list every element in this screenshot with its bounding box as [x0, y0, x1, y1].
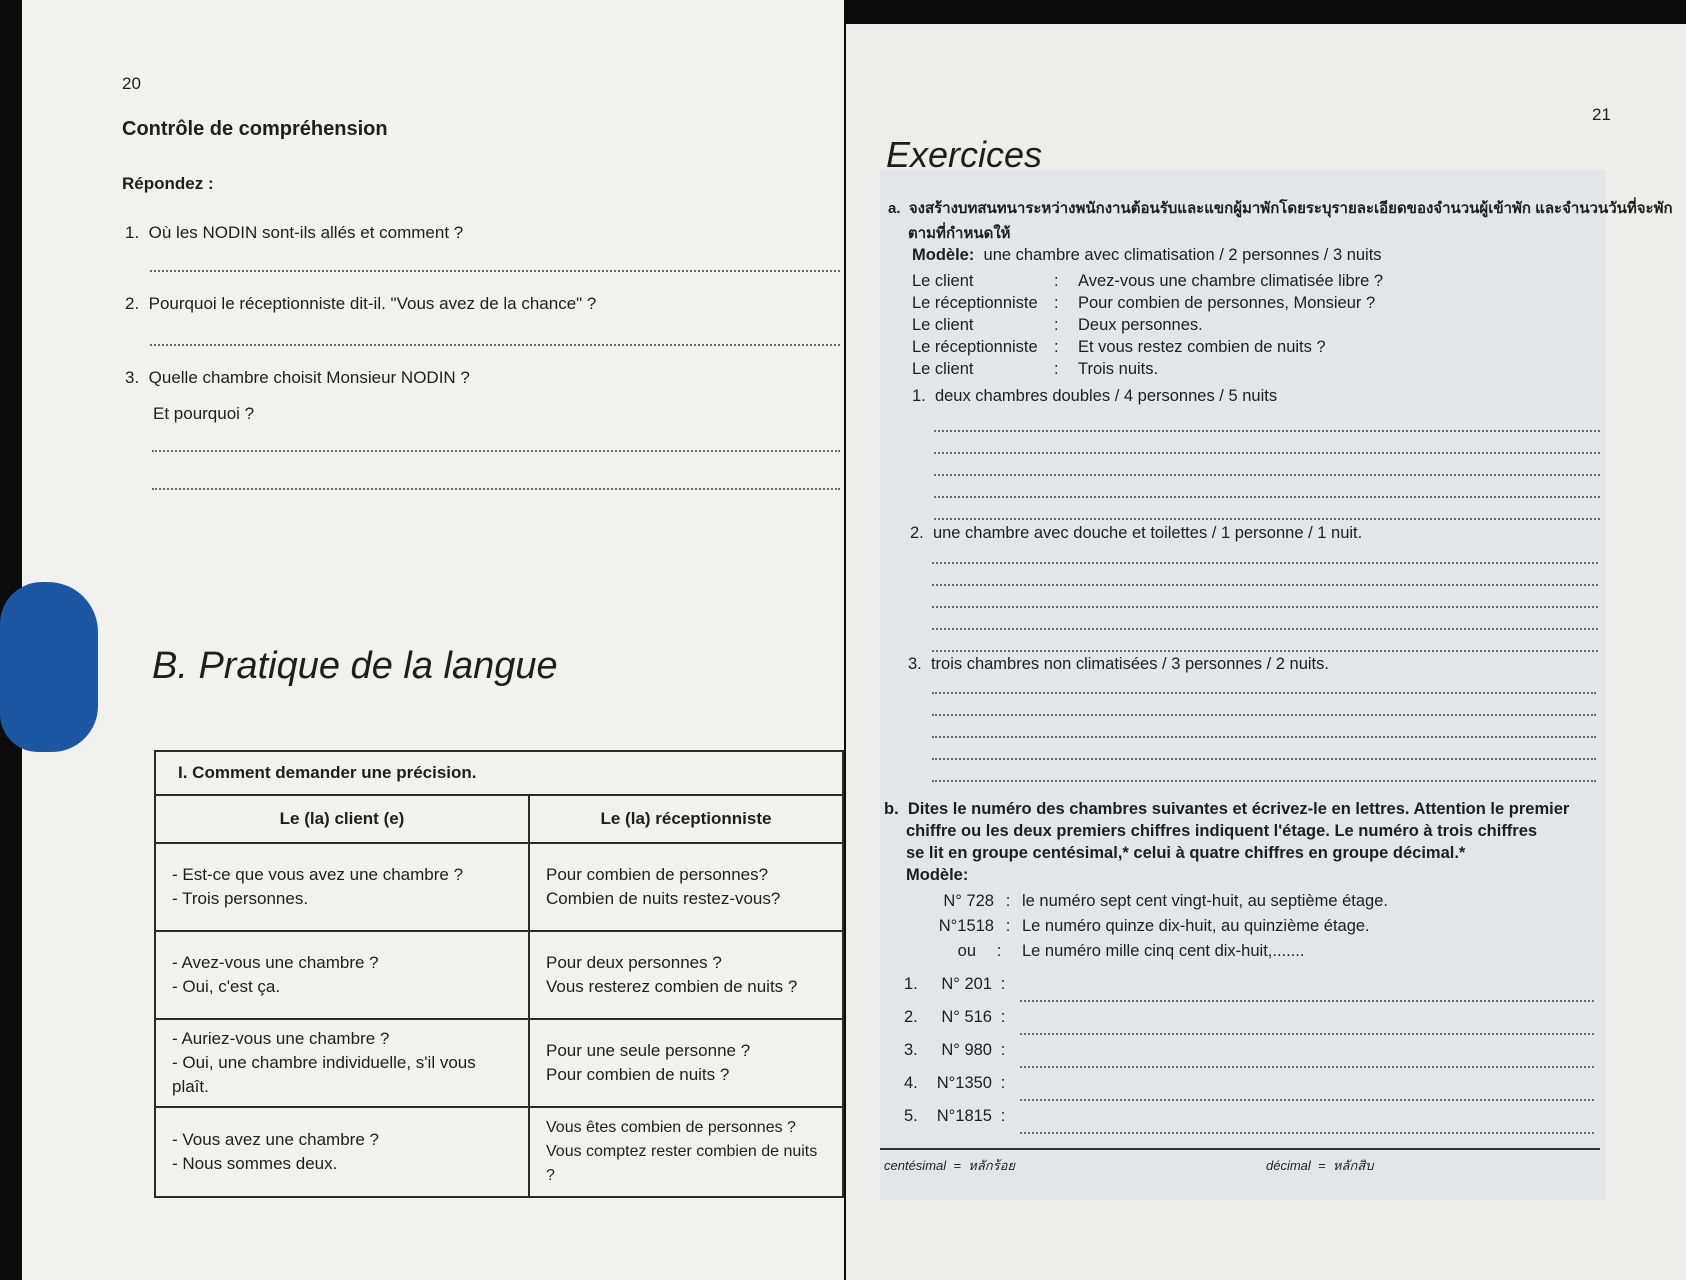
instruction-line: se lit en groupe centésimal,* celui à quatre chiffres en groupe décimal.*: [906, 844, 1466, 862]
footnote-term: centésimal: [884, 1158, 947, 1173]
client-line: - Oui, une chambre individuelle, s'il vous plaît.: [172, 1053, 476, 1096]
speaker: Le réceptionniste: [912, 338, 1038, 356]
footnote-equals: =: [1318, 1158, 1326, 1173]
table-row: [155, 843, 843, 931]
answer-line[interactable]: [932, 692, 1596, 694]
exercise-letter: a.: [888, 200, 901, 217]
client-line: - Trois personnes.: [172, 889, 309, 908]
table-row: [155, 931, 843, 1019]
bookmark-cloth: [0, 582, 98, 752]
item-number: 1.: [904, 975, 918, 993]
receptionist-line: Vous resterez combien de nuits ?: [546, 977, 798, 996]
exercises-title: Exercices: [886, 134, 1043, 175]
table-row: [155, 1107, 843, 1197]
question-number: 1.: [125, 223, 140, 242]
dialogue-line: [912, 272, 1383, 291]
colon: :: [1000, 1074, 1006, 1092]
client-cell: [155, 1019, 529, 1107]
item-number: 4.: [904, 1074, 918, 1092]
question-2: [125, 294, 596, 314]
receptionist-line: Vous êtes combien de personnes ?: [546, 1119, 796, 1136]
answer-line[interactable]: [150, 270, 840, 272]
receptionist-line: Pour combien de personnes?: [546, 865, 769, 884]
footnote-thai: หลักสิบ: [1332, 1158, 1374, 1173]
answer-line[interactable]: [932, 562, 1598, 564]
room-label: ou: [957, 942, 976, 960]
table-row: [155, 1019, 843, 1107]
instruction-thai: จงสร้างบทสนทนาระหว่างพนักงานต้อนรับและแขกผู้มาพักโดยระบุรายละเอียดของจำนวนผู้เข้าพัก และจำนวนวันที่จะพัก: [908, 200, 1673, 217]
exercise-b-instruction: [884, 798, 1602, 864]
page-number-left: 20: [122, 74, 141, 93]
answer-line[interactable]: [1020, 1132, 1594, 1134]
receptionist-cell: [529, 1107, 843, 1197]
receptionist-cell: [529, 931, 843, 1019]
answer-line[interactable]: [934, 474, 1600, 476]
room-label: N°1815: [936, 1107, 992, 1125]
colon: :: [996, 942, 1002, 960]
answer-line[interactable]: [1020, 1033, 1594, 1035]
model-text: une chambre avec climatisation / 2 personnes / 3 nuits: [983, 246, 1382, 264]
answer-line[interactable]: [932, 780, 1596, 782]
speech: Deux personnes.: [1078, 316, 1203, 334]
dialogue-line: [912, 338, 1326, 357]
room-label: N° 980: [941, 1041, 992, 1059]
receptionist-cell: [529, 843, 843, 931]
colon: :: [1054, 338, 1059, 356]
comprehension-title: Contrôle de compréhension: [122, 118, 388, 140]
exercise-a-instruction: [888, 196, 1673, 220]
speaker: Le client: [912, 316, 974, 334]
colon: :: [1000, 1041, 1006, 1059]
client-line: - Vous avez une chambre ?: [172, 1130, 379, 1149]
header-receptionist: Le (la) réceptionniste: [529, 795, 843, 843]
receptionist-line: Pour une seule personne ?: [546, 1041, 751, 1060]
room-label: N° 516: [941, 1008, 992, 1026]
footnote-decimal: [1266, 1155, 1373, 1176]
client-line: - Oui, c'est ça.: [172, 977, 281, 996]
colon: :: [1054, 360, 1059, 378]
exercise-a-item-3: [908, 655, 1329, 674]
receptionist-line: Pour combien de nuits ?: [546, 1065, 730, 1084]
colon: :: [1054, 272, 1059, 290]
answer-line[interactable]: [932, 758, 1596, 760]
left-page: [22, 0, 844, 1280]
model-example: [932, 892, 1388, 911]
example-text: Le numéro mille cinq cent dix-huit,.......: [1022, 942, 1305, 960]
colon: :: [1000, 1107, 1006, 1125]
section-b-title: B. Pratique de la langue: [152, 645, 558, 687]
colon: :: [1000, 1008, 1006, 1026]
question-text: Où les NODIN sont-ils allés et comment ?: [148, 223, 464, 242]
dialogue-line: [912, 294, 1375, 313]
question-3-followup: Et pourquoi ?: [153, 404, 255, 423]
receptionist-line: Vous comptez rester combien de nuits ?: [546, 1143, 818, 1184]
exercise-b-item-4: [904, 1074, 1014, 1093]
dialogue-line: [912, 316, 1203, 335]
exercise-a-item-1: [912, 387, 1277, 406]
answer-line[interactable]: [932, 736, 1596, 738]
colon: :: [1054, 316, 1059, 334]
receptionist-line: Pour deux personnes ?: [546, 953, 722, 972]
client-line: - Nous sommes deux.: [172, 1154, 338, 1173]
model-b-label: Modèle:: [906, 866, 969, 884]
model-example: [932, 917, 1370, 936]
model-a: [912, 246, 1382, 265]
item-number: 3.: [908, 655, 922, 673]
speech: Avez-vous une chambre climatisée libre ?: [1078, 272, 1384, 290]
answer-line[interactable]: [152, 450, 840, 452]
model-example: [932, 942, 1304, 961]
answer-line[interactable]: [150, 344, 840, 346]
question-1: [125, 223, 463, 243]
answer-line[interactable]: [932, 714, 1596, 716]
room-label: N° 728: [943, 892, 994, 910]
answer-line[interactable]: [934, 430, 1600, 432]
speaker: Le client: [912, 272, 974, 290]
room-label: N° 201: [941, 975, 992, 993]
exercise-b-item-3: [904, 1041, 1014, 1060]
exercise-letter: b.: [884, 800, 899, 818]
speaker: Le client: [912, 360, 974, 378]
exercise-a-instruction-cont: ตามที่กำหนดให้: [908, 225, 1011, 242]
exercise-b-item-5: [904, 1107, 1014, 1126]
instruction-respond: Répondez :: [122, 174, 214, 193]
item-number: 3.: [904, 1041, 918, 1059]
header-client: Le (la) client (e): [155, 795, 529, 843]
client-line: - Est-ce que vous avez une chambre ?: [172, 865, 464, 884]
speech: Et vous restez combien de nuits ?: [1078, 338, 1326, 356]
footnote-centesimal: [884, 1155, 1015, 1176]
item-number: 5.: [904, 1107, 918, 1125]
client-line: - Auriez-vous une chambre ?: [172, 1029, 390, 1048]
footnote-separator: [880, 1148, 1600, 1150]
model-label: Modèle:: [912, 246, 975, 264]
colon: :: [1054, 294, 1059, 312]
receptionist-line: Combien de nuits restez-vous?: [546, 889, 781, 908]
answer-line[interactable]: [1020, 1000, 1594, 1002]
footnote-thai: หลักร้อย: [968, 1158, 1016, 1173]
exercise-b-item-2: [904, 1008, 1014, 1027]
item-number: 2.: [904, 1008, 918, 1026]
answer-line[interactable]: [1020, 1066, 1594, 1068]
instruction-line: Dites le numéro des chambres suivantes et écrivez-le en lettres. Attention le premier: [907, 800, 1570, 818]
question-text: Pourquoi le réceptionniste dit-il. "Vous avez de la chance" ?: [148, 294, 597, 313]
client-cell: [155, 931, 529, 1019]
question-3: [125, 368, 470, 388]
item-text: deux chambres doubles / 4 personnes / 5 nuits: [934, 387, 1278, 405]
exercise-b-item-1: [904, 975, 1014, 994]
item-text: trois chambres non climatisées / 3 personnes / 2 nuits.: [930, 655, 1329, 673]
colon: :: [1005, 917, 1011, 935]
answer-line[interactable]: [932, 584, 1598, 586]
question-text: Quelle chambre choisit Monsieur NODIN ?: [148, 368, 470, 387]
answer-line[interactable]: [1020, 1099, 1594, 1101]
dialogue-line: [912, 360, 1158, 379]
client-line: - Avez-vous une chambre ?: [172, 953, 379, 972]
room-label: N°1350: [936, 1074, 992, 1092]
colon: :: [1005, 892, 1011, 910]
receptionist-cell: [529, 1019, 843, 1107]
speaker: Le réceptionniste: [912, 294, 1038, 312]
item-text: une chambre avec douche et toilettes / 1 personne / 1 nuit.: [932, 524, 1363, 542]
instruction-line: chiffre ou les deux premiers chiffres indiquent l'étage. Le numéro à trois chiffres: [906, 822, 1538, 840]
speech: Trois nuits.: [1078, 360, 1159, 378]
exercise-a-item-2: [910, 524, 1362, 543]
footnote-term: décimal: [1266, 1158, 1311, 1173]
answer-line[interactable]: [932, 628, 1598, 630]
room-label: N°1518: [938, 917, 994, 935]
example-text: le numéro sept cent vingt-huit, au septième étage.: [1022, 892, 1388, 910]
question-number: 3.: [125, 368, 140, 387]
right-page: [846, 24, 1686, 1280]
client-cell: [155, 843, 529, 931]
page-number-right: 21: [1592, 105, 1611, 124]
table-title: I. Comment demander une précision.: [155, 751, 843, 795]
question-number: 2.: [125, 294, 140, 313]
example-text: Le numéro quinze dix-huit, au quinzième étage.: [1022, 917, 1370, 935]
answer-line[interactable]: [932, 650, 1598, 652]
footnote-equals: =: [953, 1158, 961, 1173]
answer-line[interactable]: [934, 518, 1600, 520]
colon: :: [1000, 975, 1006, 993]
item-number: 1.: [912, 387, 926, 405]
precision-table: [154, 750, 844, 1198]
answer-line[interactable]: [934, 496, 1600, 498]
item-number: 2.: [910, 524, 924, 542]
answer-line[interactable]: [932, 606, 1598, 608]
answer-line[interactable]: [152, 488, 840, 490]
answer-line[interactable]: [934, 452, 1600, 454]
client-cell: [155, 1107, 529, 1197]
speech: Pour combien de personnes, Monsieur ?: [1078, 294, 1376, 312]
